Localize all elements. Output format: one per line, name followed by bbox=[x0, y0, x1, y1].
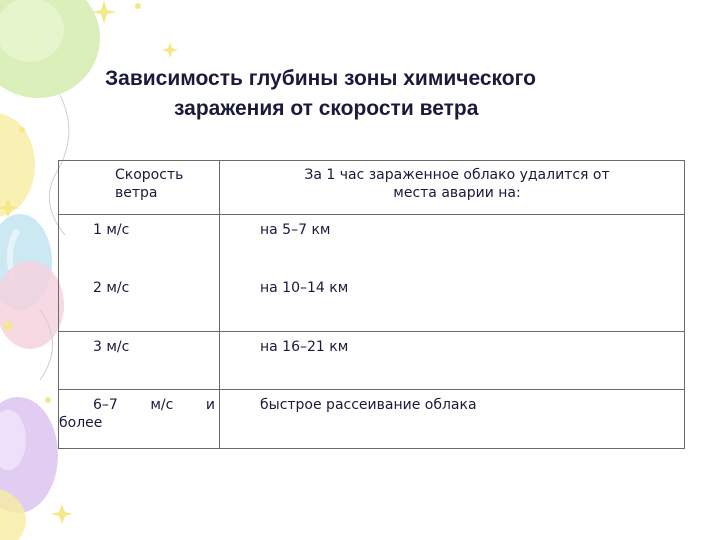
distance-cell: на 10–14 км bbox=[260, 280, 349, 296]
balloon-blue-icon bbox=[0, 214, 52, 310]
balloon-yellow-icon bbox=[0, 113, 35, 217]
balloon-pink-icon bbox=[0, 261, 64, 349]
balloon-purple-icon bbox=[0, 397, 58, 513]
header-distance: За 1 час зараженное облако удалится от места аварии на: bbox=[220, 161, 685, 215]
distance-cell: на 16–21 км bbox=[260, 339, 349, 355]
table-row bbox=[59, 215, 685, 332]
table-row bbox=[59, 332, 685, 390]
distance-cell: на 5–7 км bbox=[260, 222, 331, 238]
page-title bbox=[60, 64, 700, 124]
table-row bbox=[59, 390, 685, 449]
distance-cell: быстрое рассеивание облака bbox=[260, 397, 477, 413]
title-line-2: заражения от скорости ветра bbox=[174, 97, 479, 120]
wind-speed-table bbox=[58, 160, 685, 449]
title-line-1: Зависимость глубины зоны химического bbox=[105, 67, 536, 90]
table-header-row bbox=[59, 161, 685, 215]
star-icon bbox=[91, 0, 117, 24]
speed-cell: 1 м/с bbox=[93, 222, 130, 238]
speed-cell: 6–7 м/с и более bbox=[59, 397, 215, 431]
speed-cell: 3 м/с bbox=[93, 339, 130, 355]
speed-cell: 2 м/с bbox=[93, 280, 130, 296]
header-wind-speed: Скорость ветра bbox=[59, 161, 220, 215]
